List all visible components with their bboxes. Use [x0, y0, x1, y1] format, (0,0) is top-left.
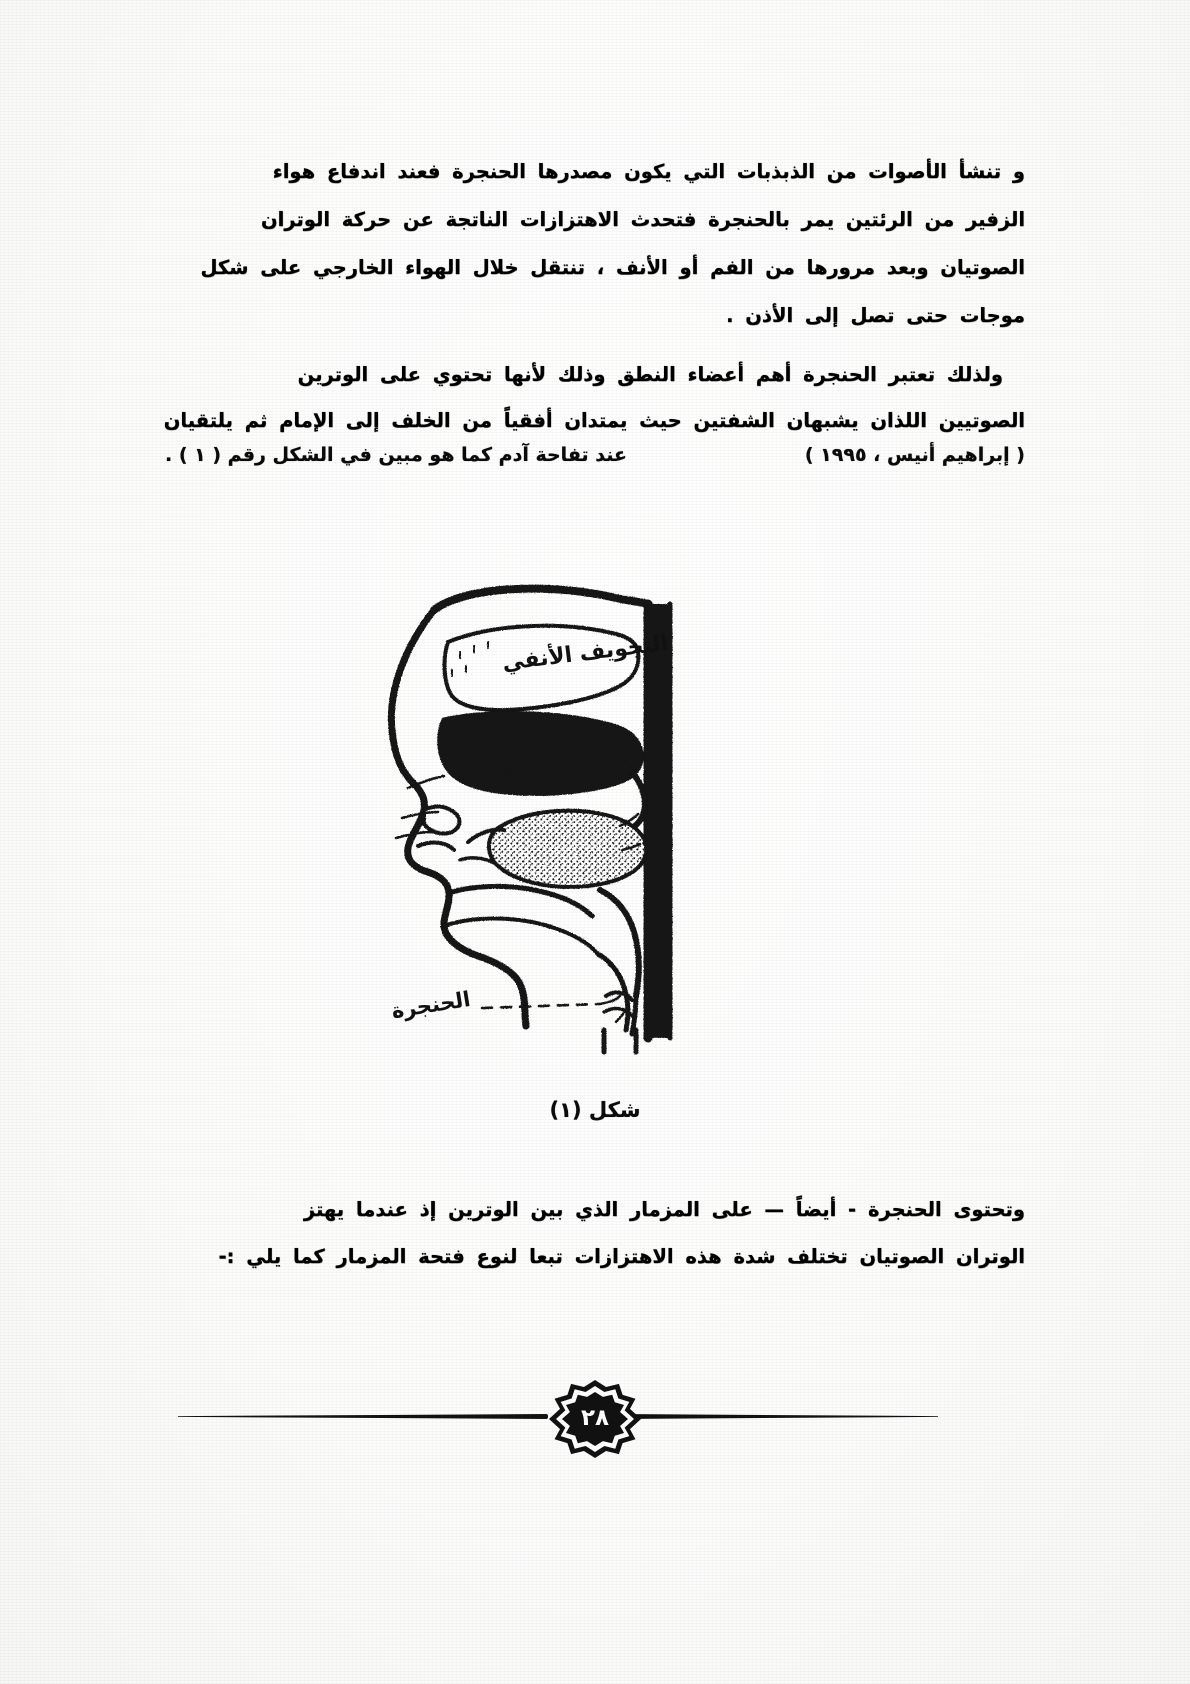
sagittal-head-diagram-svg	[348, 560, 738, 1070]
figure-vocal-tract	[0, 560, 1190, 1090]
paragraph-3-line: الوتران الصوتيان تختلف شدة هذه الاهتزازات تبعا لنوع فتحة المزمار كما يلي :-	[218, 1245, 1025, 1268]
paragraph-2-line: ولذلك تعتبر الحنجرة أهم أعضاء النطق وذلك لأنها تحتوي على الوترين	[297, 363, 1003, 386]
paragraph-2-line: الصوتيين اللذان يشبهان الشفتين حيث يمتدان أفقياً من الخلف إلى الإمام ثم يلتقيان	[163, 409, 1025, 432]
paragraph-1	[165, 148, 1025, 340]
page-number-badge	[549, 1380, 641, 1458]
citation-reference: ( إبراهيم أنيس ، ١٩٩٥ )	[804, 444, 1025, 466]
footer-rule-left	[178, 1414, 548, 1419]
paragraph-1-line: الزفير من الرئتين يمر بالحنجرة فتحدث الاهتزازات الناتجة عن حركة الوتران	[261, 208, 1025, 231]
paragraph-1-line: و تنشأ الأصوات من الذبذبات التي يكون مصدرها الحنجرة فعند اندفاع هواء	[272, 160, 1025, 183]
paragraph-2	[165, 352, 1025, 444]
paragraph-1-line: موجات حتى تصل إلى الأذن .	[726, 304, 1025, 327]
paragraph-1-line: الصوتيان وبعد مرورها من الفم أو الأنف ، تنتقل خلال الهواء الخارجي على شكل	[200, 256, 1025, 279]
paragraph-3	[165, 1186, 1025, 1280]
figure-drawing	[348, 560, 738, 1070]
paragraph-3-line: وتحتوى الحنجرة - أيضاً — على المزمار الذي بين الوترين إذ عندما يهتز	[303, 1198, 1025, 1221]
page-number: ٢٨	[580, 1405, 610, 1431]
figure-caption: شكل (١)	[549, 1098, 641, 1122]
paragraph-2-final-line: عند تفاحة آدم كما هو مبين في الشكل رقم ( ١ ) .	[165, 444, 627, 466]
page-footer	[0, 1372, 1190, 1462]
figure-label-larynx: الحنجرة	[389, 987, 472, 1024]
figure-label-nasal-cavity: التجويف الأنفي	[500, 630, 670, 677]
footer-rule-right	[620, 1414, 938, 1419]
paragraph-2-last-line-with-citation	[165, 444, 1025, 466]
